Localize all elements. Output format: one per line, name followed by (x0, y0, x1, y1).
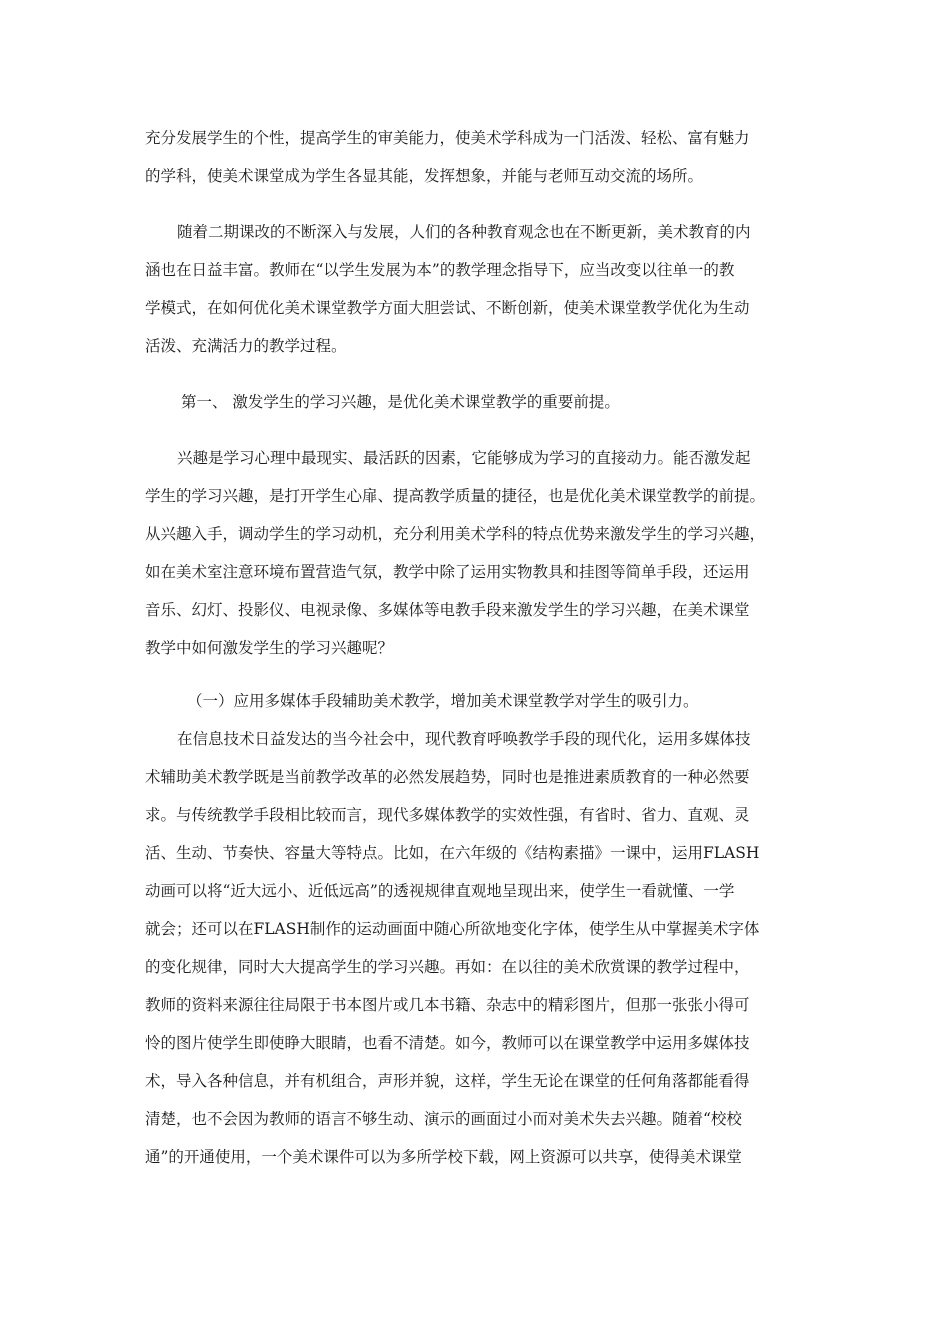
heading-line: 第一、 激发学生的学习兴趣，是优化美术课堂教学的重要前提。 (181, 393, 620, 411)
text-line: 的变化规律，同时大大提高学生的学习兴趣。再如：在以往的美术欣赏课的教学过程中， (145, 958, 750, 976)
text-line: 教师的资料来源往往局限于书本图片或几本书籍、杂志中的精彩图片，但那一张张小得可 (145, 996, 750, 1014)
text-line: 在信息技术日益发达的当今社会中，现代教育呼唤教学手段的现代化，运用多媒体技 (177, 730, 751, 748)
text-line: 兴趣是学习心理中最现实、最活跃的因素，它能够成为学习的直接动力。能否激发起 (177, 449, 751, 467)
text-line: 教学中如何激发学生的学习兴趣呢？ (145, 639, 394, 657)
text-line: 怜的图片使学生即使睁大眼睛，也看不清楚。如今，教师可以在课堂教学中运用多媒体技 (145, 1034, 750, 1052)
text-line: 从兴趣入手，调动学生的学习动机，充分利用美术学科的特点优势来激发学生的学习兴趣， (145, 525, 766, 543)
text-line: 术，导入各种信息，并有机组合，声形并貌，这样，学生无论在课堂的任何角落都能看得 (145, 1072, 750, 1090)
text-line: 就会；还可以在FLASH制作的运动画面中随心所欲地变化字体，使学生从中掌握美术字体 (145, 920, 760, 938)
text-line: 如在美术室注意环境布置营造气氛，教学中除了运用实物教具和挂图等简单手段，还运用 (145, 563, 750, 581)
text-line: 活泼、充满活力的教学过程。 (145, 337, 347, 355)
text-line: 涵也在日益丰富。教师在“以学生发展为本”的教学理念指导下，应当改变以往单一的教 (145, 261, 735, 279)
text-line: 动画可以将“近大远小、近低远高”的透视规律直观地呈现出来，使学生一看就懂、一学 (145, 882, 735, 900)
heading-line: （一）应用多媒体手段辅助美术教学，增加美术课堂教学对学生的吸引力。 (187, 692, 699, 710)
text-line: 清楚，也不会因为教师的语言不够生动、演示的画面过小而对美术失去兴趣。随着“校校 (145, 1110, 742, 1128)
text-line: 求。与传统教学手段相比较而言，现代多媒体教学的实效性强，有省时、省力、直观、灵 (145, 806, 750, 824)
text-line: 通”的开通使用，一个美术课件可以为多所学校下载，网上资源可以共享，使得美术课堂 (145, 1148, 742, 1166)
text-line: 学模式，在如何优化美术课堂教学方面大胆尝试、不断创新，使美术课堂教学优化为生动 (145, 299, 750, 317)
text-line: 的学科，使美术课堂成为学生各显其能，发挥想象，并能与老师互动交流的场所。 (145, 167, 704, 185)
text-line: 音乐、幻灯、投影仪、电视录像、多媒体等电教手段来激发学生的学习兴趣，在美术课堂 (145, 601, 750, 619)
text-line: 学生的学习兴趣，是打开学生心扉、提高教学质量的捷径，也是优化美术课堂教学的前提。 (145, 487, 766, 505)
text-line: 充分发展学生的个性，提高学生的审美能力，使美术学科成为一门活泼、轻松、富有魅力 (145, 129, 750, 147)
text-line: 术辅助美术教学既是当前教学改革的必然发展趋势，同时也是推进素质教育的一种必然要 (145, 768, 750, 786)
text-line: 活、生动、节奏快、容量大等特点。比如，在六年级的《结构素描》一课中，运用FLASH (145, 844, 760, 862)
text-line: 随着二期课改的不断深入与发展，人们的各种教育观念也在不断更新，美术教育的内 (177, 223, 751, 241)
